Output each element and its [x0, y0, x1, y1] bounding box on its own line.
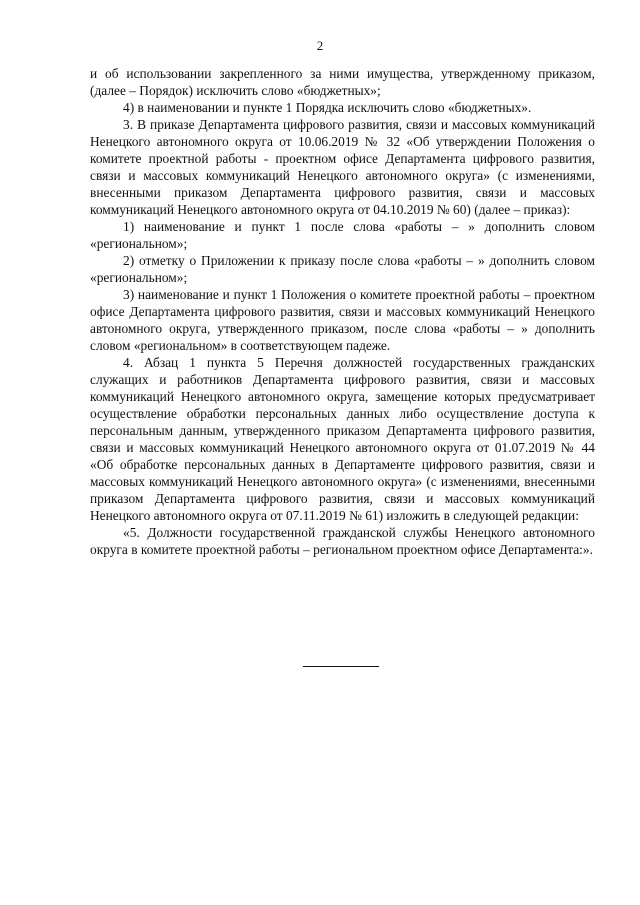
document-body [90, 65, 595, 558]
paragraph-section-3: 3. В приказе Департамента цифрового развития, связи и массовых коммуникаций Ненецкого автономного округа от 10.06.2019 № 32 «Об утверждении Положения о комитете проектной работы - проектном офисе Департамента цифрового развития, связи и массовых коммуникаций Ненецкого автономного округа» (с изменениями, внесенными приказом Департамента цифрового развития, связи и массовых коммуникаций Ненецкого автономного округа от 04.10.2019 № 60) (далее – приказ): [90, 117, 595, 217]
paragraph-quoted-item-5: «5. Должности государственной гражданской службы Ненецкого автономного округа в комитете проектной работы – региональном проектном офисе Департамента:». [90, 525, 595, 557]
paragraph-subitem-2: 2) отметку о Приложении к приказу после слова «работы – » дополнить словом «региональном»; [90, 253, 595, 285]
paragraph-continuation: и об использовании закрепленного за ними имущества, утвержденному приказом, (далее – Порядок) исключить слово «бюджетных»; [90, 66, 595, 98]
end-of-text-rule [303, 666, 379, 667]
page-number: 2 [316, 38, 324, 53]
paragraph-item-4: 4) в наименовании и пункте 1 Порядка исключить слово «бюджетных». [123, 100, 532, 115]
paragraph-subitem-3: 3) наименование и пункт 1 Положения о комитете проектной работы – проектном офисе Департамента цифрового развития, связи и массовых коммуникаций Ненецкого автономного округа, утвержденного приказом, после слова «работы – » дополнить словом «региональном» в соответствующем падеже. [90, 287, 595, 353]
paragraph-subitem-1: 1) наименование и пункт 1 после слова «работы – » дополнить словом «региональном»; [90, 219, 595, 251]
paragraph-section-4: 4. Абзац 1 пункта 5 Перечня должностей государственных гражданских служащих и работников Департамента цифрового развития, связи и массовых коммуникаций Ненецкого автономного округа, замещение которых предусматривает осуществление обработки персональных данных либо осуществление доступа к персональным данным, утвержденного приказом Департамента цифрового развития, связи и массовых коммуникаций Ненецкого автономного округа от 01.07.2019 № 44 «Об обработке персональных данных в Департаменте цифрового развития, связи и массовых коммуникаций Ненецкого автономного округа» (с изменениями, внесенными приказом Департамента цифрового развития, связи и массовых коммуникаций Ненецкого автономного округа от 07.11.2019 № 61) изложить в следующей редакции: [90, 355, 595, 523]
